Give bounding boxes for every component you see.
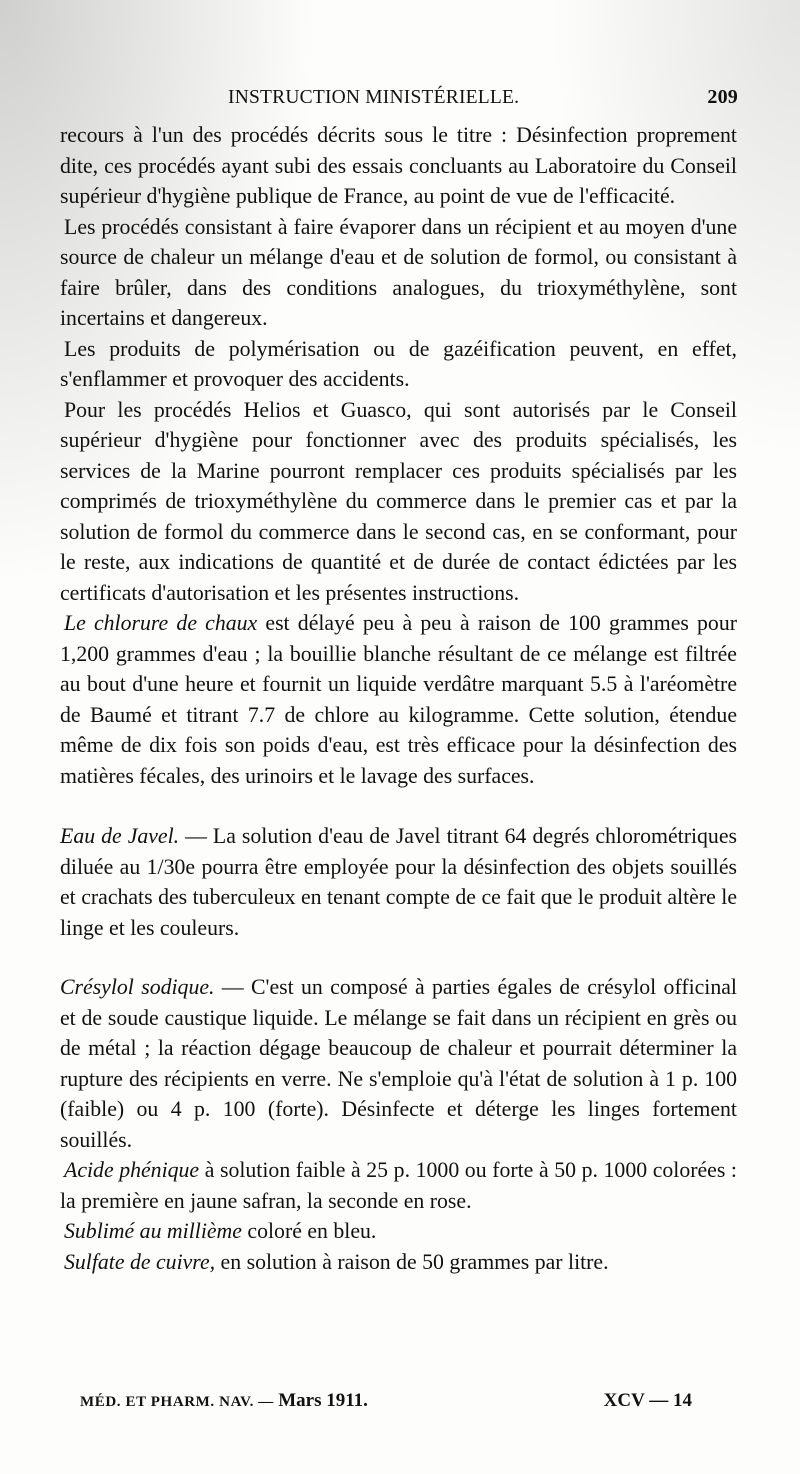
term-cresylol: Crésylol sodique.	[60, 975, 215, 999]
footer-date: Mars 1911.	[278, 1390, 368, 1411]
paragraph-chlorure	[60, 608, 737, 791]
footer-journal-name: MÉD. ET PHARM. NAV. —	[80, 1394, 279, 1410]
paragraph-recours: recours à l'un des procédés décrits sous le titre : Désinfection proprement dite, ces procédés ayant subi des essais concluants au Laboratoire du Conseil supérieur d'hygiène publique de France, au point de vue de l'efficacité.	[60, 123, 737, 208]
term-sublime: Sublimé au millième	[64, 1219, 242, 1243]
running-header	[228, 86, 738, 109]
paragraph-produits: Les produits de polymérisation ou de gazéification peuvent, en effet, s'enflammer et provoquer des accidents.	[60, 336, 737, 391]
paragraph-javel	[60, 821, 737, 943]
page-footer	[80, 1390, 692, 1412]
running-title: INSTRUCTION MINISTÉRIELLE.	[228, 87, 520, 108]
paragraph-procedes: Les procédés consistant à faire évaporer dans un récipient et au moyen d'une source de chaleur un mélange d'eau et de solution de formol, ou consistant à faire brûler, dans des conditions analogues, du trioxyméthylène, sont incertains et dangereux.	[60, 214, 737, 330]
paragraph-sulfate	[60, 1247, 737, 1278]
term-sulfate: Sulfate de cuivre,	[64, 1249, 216, 1274]
footer-journal	[80, 1390, 368, 1412]
paragraph-cresylol	[60, 972, 737, 1155]
text-javel: — La solution d'eau de Javel titrant 64 degrés chlorométriques diluée au 1/30e pourra être employée pour la désinfection des objets souillés et crachats des tuberculeux en tenant compte de ce fait que le produit altère le linge et les couleurs.	[60, 824, 737, 940]
page-body	[60, 120, 737, 1277]
term-acide: Acide phénique	[64, 1158, 200, 1182]
footer-volume: XCV — 14	[603, 1390, 692, 1411]
page-number: 209	[707, 86, 738, 108]
text-sulfate: en solution à raison de 50 grammes par litre.	[215, 1249, 609, 1274]
text-chlorure: est délayé peu à peu à raison de 100 grammes pour 1,200 grammes d'eau ; la bouillie blanche résultant de ce mélange est filtrée au bout d'une heure et fournit un liquide verdâtre marquant 5.5 à l'aréomètre de Baumé et titrant 7.7 de chlore au kilogramme. Cette solution, étendue même de dix fois son poids d'eau, est très efficace pour la désinfection des matières fécales, des urinoirs et le lavage des surfaces.	[60, 611, 737, 788]
paragraph-acide	[60, 1155, 737, 1216]
term-javel: Eau de Javel.	[60, 824, 180, 848]
text-sublime: coloré en bleu.	[241, 1219, 377, 1243]
term-chlorure: Le chlorure de chaux	[64, 611, 258, 635]
text-acide: à solution faible à 25 p. 1000 ou forte à 50 p. 1000 colorées : la première en jaune safran, la seconde en rose.	[60, 1158, 737, 1213]
paragraph-helios-guasco: Pour les procédés Helios et Guasco, qui sont autorisés par le Conseil supérieur d'hygiène pour fonctionner avec des produits spécialisés, les services de la Marine pourront remplacer ces produits spécialisés par les comprimés de trioxyméthylène du commerce dans le premier cas et par la solution de formol du commerce dans le second cas, en se conformant, pour le reste, aux indications de quantité et de durée de contact édictées par les certificats d'autorisation et les présentes instructions.	[60, 397, 737, 605]
paragraph-sublime	[60, 1216, 737, 1247]
text-cresylol: — C'est un composé à parties égales de crésylol officinal et de soude caustique liquide. Le mélange se fait dans un récipient en grès ou de métal ; la réaction dégage beaucoup de chaleur et pourrait déterminer la rupture des récipients en verre. Ne s'emploie qu'à l'état de solution à 1 p. 100 (faible) ou 4 p. 100 (forte). Désinfecte et déterge les linges fortement souillés.	[60, 975, 737, 1152]
